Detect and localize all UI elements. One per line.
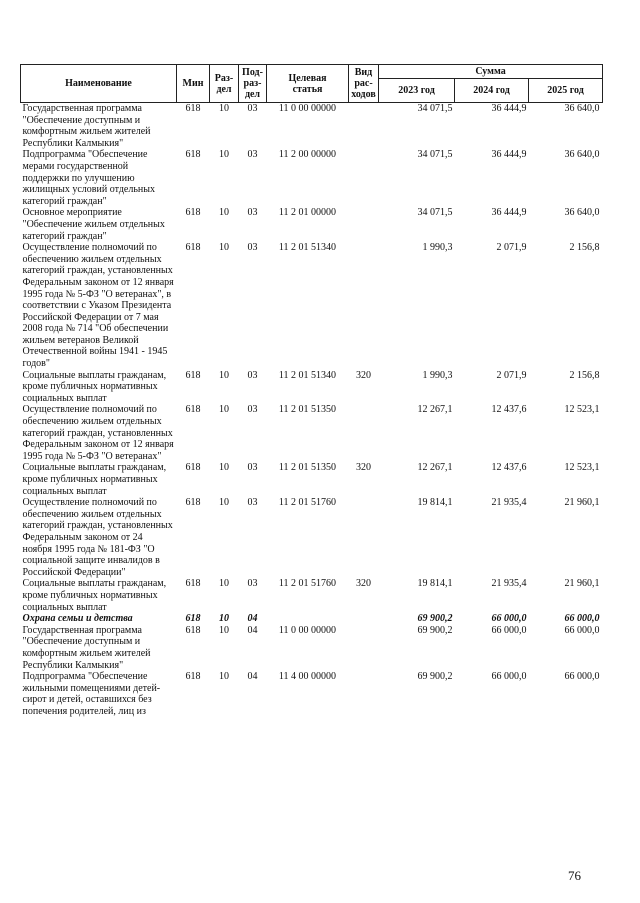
row-podrazdel: 04 [247, 624, 258, 636]
header-podrazdel: Под- раз- дел [239, 65, 267, 103]
row-target: 11 2 01 51350 [278, 404, 337, 416]
row-2023: 69 900,2 [417, 613, 453, 625]
header-vid: Вид рас- ходов [349, 65, 379, 103]
row-min: 618 [185, 242, 201, 254]
row-2025: 36 640,0 [564, 149, 600, 161]
budget-table [20, 64, 603, 717]
row-target [267, 613, 349, 625]
row-podrazdel: 03 [247, 103, 258, 114]
row-2024: 12 437,6 [491, 462, 527, 474]
row-min: 618 [185, 578, 201, 590]
page-number: 76 [568, 868, 581, 883]
row-razdel: 10 [219, 242, 229, 254]
header-min: Мин [177, 65, 210, 103]
row-2025: 21 960,1 [564, 578, 600, 590]
header-name: Наименование [21, 65, 177, 103]
row-2025: 2 156,8 [569, 369, 600, 381]
row-2023: 12 267,1 [417, 462, 453, 474]
row-razdel: 10 [219, 462, 229, 474]
row-2023: 1 990,3 [422, 369, 453, 381]
row-podrazdel: 04 [247, 613, 258, 625]
row-podrazdel: 03 [247, 497, 258, 509]
row-min: 618 [185, 404, 201, 416]
row-2024: 12 437,6 [491, 404, 527, 416]
row-razdel: 10 [219, 671, 229, 683]
row-name: Социальные выплаты гражданам, кроме публичных нормативных социальных выплат [22, 578, 167, 613]
table-row [21, 149, 603, 207]
row-2023: 69 900,2 [417, 624, 453, 636]
row-2024: 2 071,9 [496, 242, 527, 254]
table-row [21, 207, 603, 242]
row-name: Социальные выплаты гражданам, кроме публичных нормативных социальных выплат [22, 462, 167, 497]
row-razdel: 10 [219, 578, 229, 590]
row-name: Социальные выплаты гражданам, кроме публичных нормативных социальных выплат [22, 369, 167, 404]
row-podrazdel: 03 [247, 369, 258, 381]
table-row [21, 462, 603, 497]
row-min: 618 [185, 369, 201, 381]
table-row [21, 370, 603, 405]
row-2024: 66 000,0 [491, 671, 527, 683]
row-podrazdel: 03 [247, 207, 258, 219]
row-vid [349, 242, 379, 370]
row-podrazdel: 03 [247, 242, 258, 254]
row-min: 618 [185, 624, 201, 636]
header-target: Целевая статья [267, 65, 349, 103]
row-razdel: 10 [219, 624, 229, 636]
row-2025: 66 000,0 [564, 671, 600, 683]
row-vid [349, 103, 379, 150]
row-2025: 12 523,1 [564, 404, 600, 416]
row-razdel: 10 [219, 613, 229, 625]
row-min: 618 [185, 671, 201, 683]
row-2025: 36 640,0 [564, 103, 600, 114]
row-podrazdel: 04 [247, 671, 258, 683]
row-razdel: 10 [219, 404, 229, 416]
header-2025: 2025 год [529, 79, 603, 103]
table-row [21, 578, 603, 613]
row-2024: 21 935,4 [491, 497, 527, 509]
row-2023: 19 814,1 [417, 578, 453, 590]
row-vid [349, 671, 379, 717]
row-2024: 66 000,0 [491, 624, 527, 636]
header-summa: Сумма [379, 65, 603, 79]
row-name: Подпрограмма "Обеспечение мерами государственной поддержки по улучшению жилищных условий отдельных категорий граждан" [22, 149, 155, 207]
table-row [21, 103, 603, 150]
row-2025: 36 640,0 [564, 207, 600, 219]
row-2025: 2 156,8 [569, 242, 600, 254]
row-2023: 34 071,5 [417, 207, 453, 219]
row-2025: 21 960,1 [564, 497, 600, 509]
row-vid [349, 613, 379, 625]
row-min: 618 [185, 497, 201, 509]
row-2024: 2 071,9 [496, 369, 527, 381]
row-podrazdel: 03 [247, 462, 258, 474]
table-row [21, 613, 603, 625]
row-min: 618 [185, 207, 201, 219]
row-podrazdel: 03 [247, 578, 258, 590]
row-2024: 36 444,9 [491, 207, 527, 219]
row-target: 11 0 00 00000 [278, 103, 337, 114]
row-vid: 320 [356, 578, 371, 590]
row-2023: 69 900,2 [417, 671, 453, 683]
row-target: 11 2 00 00000 [278, 149, 337, 161]
row-min: 618 [185, 613, 201, 625]
row-2025: 66 000,0 [564, 613, 600, 625]
row-2023: 19 814,1 [417, 497, 453, 509]
row-name: Осуществление полномочий по обеспечению жильем отдельных категорий граждан, установленных Федеральным законом от 12 января 1995 года № 5-ФЗ "О ветеранах", в соответствии с Указом Президента Российской Федерации от 7 мая 2008 года № 714 "Об обеспечении жильем ветеранов Великой Отечественной войны 1941 - 1945 годов" [22, 242, 174, 370]
header-2023: 2023 год [379, 79, 455, 103]
row-min: 618 [185, 149, 201, 161]
row-2024: 36 444,9 [491, 103, 527, 114]
row-razdel: 10 [219, 149, 229, 161]
row-target: 11 0 00 00000 [278, 624, 337, 636]
row-name: Охрана семьи и детства [22, 613, 133, 625]
row-vid: 320 [356, 369, 371, 381]
row-2023: 34 071,5 [417, 103, 453, 114]
row-podrazdel: 03 [247, 149, 258, 161]
row-name: Государственная программа "Обеспечение доступным и комфортным жильем жителей Республики Калмыкия" [22, 624, 151, 671]
row-2024: 21 935,4 [491, 578, 527, 590]
row-name: Осуществление полномочий по обеспечению жильем отдельных категорий граждан, установленных Федеральным законом от 12 января 1995 года № 5-ФЗ "О ветеранах" [22, 404, 174, 462]
row-2023: 12 267,1 [417, 404, 453, 416]
row-target: 11 2 01 51340 [278, 369, 337, 381]
row-vid: 320 [356, 462, 371, 474]
row-vid [349, 207, 379, 242]
row-name: Государственная программа "Обеспечение доступным и комфортным жильем жителей Республики Калмыкия" [22, 103, 151, 149]
row-razdel: 10 [219, 207, 229, 219]
header-2024: 2024 год [455, 79, 529, 103]
table-row [21, 625, 603, 671]
row-target: 11 2 01 51760 [278, 578, 337, 590]
row-min: 618 [185, 103, 201, 114]
row-2024: 66 000,0 [491, 613, 527, 625]
row-name: Основное мероприятие "Обеспечение жильем отдельных категорий граждан" [22, 207, 165, 242]
row-vid [349, 404, 379, 462]
row-podrazdel: 03 [247, 404, 258, 416]
table-row [21, 497, 603, 578]
table-row [21, 404, 603, 462]
row-razdel: 10 [219, 497, 229, 509]
row-razdel: 10 [219, 369, 229, 381]
row-min: 618 [185, 462, 201, 474]
table-row [21, 242, 603, 370]
row-target: 11 2 01 51340 [278, 242, 337, 254]
row-2025: 12 523,1 [564, 462, 600, 474]
row-vid [349, 625, 379, 671]
row-target: 11 2 01 51350 [278, 462, 337, 474]
table-body [21, 103, 603, 718]
row-name: Подпрограмма "Обеспечение жильными помещениями детей-сирот и детей, оставшихся без попечения родителей, лиц из [22, 671, 161, 717]
row-name: Осуществление полномочий по обеспечению жильем отдельных категорий граждан, установленных Федеральным законом от 24 ноября 1995 года № 181-ФЗ "О социальной защите инвалидов в Российской Федерации" [22, 497, 173, 578]
row-vid [349, 497, 379, 578]
row-target: 11 4 00 00000 [278, 671, 337, 683]
header-razdel: Раз- дел [210, 65, 239, 103]
row-2025: 66 000,0 [564, 624, 600, 636]
table-row [21, 671, 603, 717]
row-vid [349, 149, 379, 207]
row-razdel: 10 [219, 103, 229, 114]
row-2023: 1 990,3 [422, 242, 453, 254]
row-target: 11 2 01 51760 [278, 497, 337, 509]
row-2024: 36 444,9 [491, 149, 527, 161]
table-header [21, 65, 603, 103]
row-2023: 34 071,5 [417, 149, 453, 161]
row-target: 11 2 01 00000 [278, 207, 337, 219]
